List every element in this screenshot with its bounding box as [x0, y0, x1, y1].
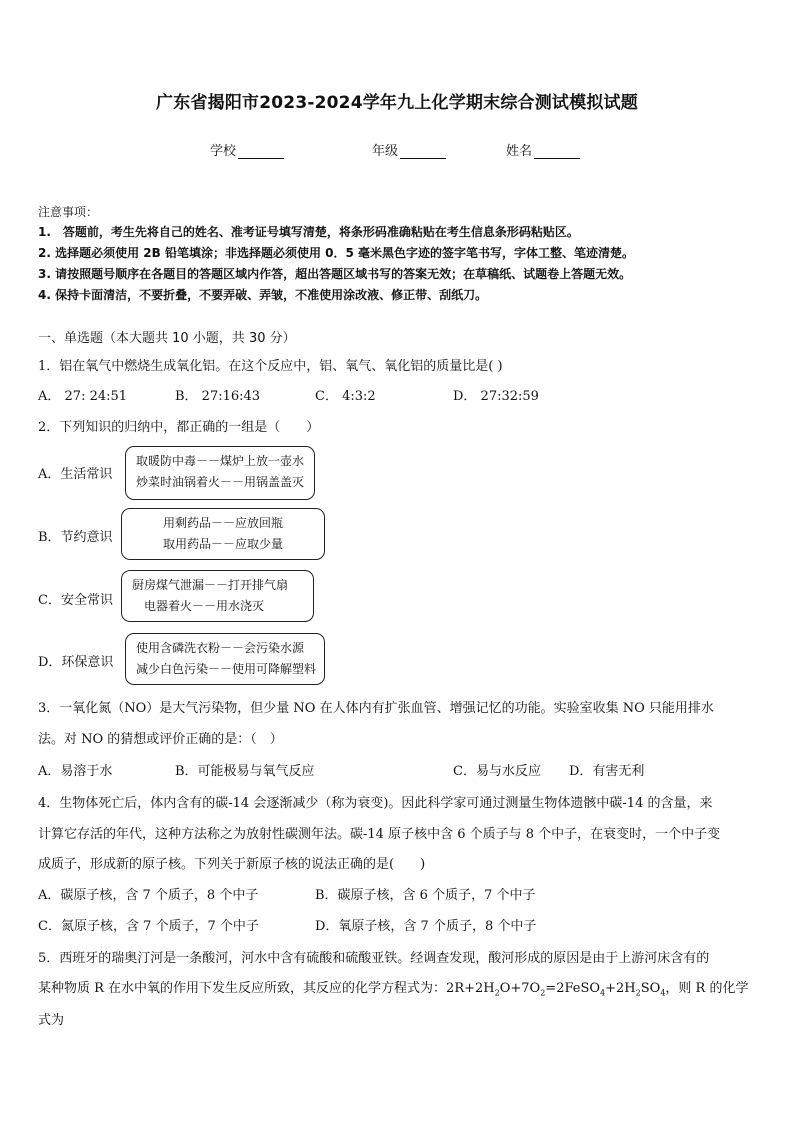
- notice-item: 2. 选择题必须使用 2B 铅笔填涂；非选择题必须使用 0．5 毫米黑色字迹的签字笔书写，字体工整、笔迹清楚。: [38, 246, 634, 260]
- q5-subscript: 2: [540, 988, 546, 998]
- q5-subscript: 4: [600, 988, 606, 998]
- q5-text: ，则 R 的化学: [665, 981, 749, 996]
- question-5-stem-line: 5．西班牙的瑞奥汀河是一条酸河，河水中含有硫酸和硫酸亚铁。经调查发现，酸河形成的原因是由于上游河床含有的: [38, 951, 710, 966]
- q4-option-a: A．碳原子核，含 7 个质子，8 个中子: [38, 888, 259, 903]
- q2-option-c-line: 厨房煤气泄漏－－打开排气扇: [132, 578, 289, 592]
- name-field: [506, 140, 580, 159]
- q2-option-a-line: 炒菜时油锅着火－－用锅盖盖灭: [136, 475, 305, 489]
- q2-option-d-line: 减少白色污染－－使用可降解塑料: [136, 662, 317, 676]
- q2-option-b-line: 取用药品－－应取少量: [162, 537, 283, 551]
- q5-text: =2FeSO: [545, 981, 601, 996]
- q2-option-b-box: [121, 508, 325, 560]
- q1-option-c: C． 4:3:2: [315, 389, 376, 404]
- q5-text: SO: [640, 981, 661, 996]
- question-1-stem: 1．铝在氧气中燃烧生成氧化铝。在这个反应中，铝、氧气、氧化铝的质量比是( ): [38, 359, 503, 374]
- grade-blank: [400, 144, 446, 159]
- q5-text: +2H: [605, 981, 636, 996]
- q4-option-d: D．氧原子核，含 7 个质子，8 个中子: [315, 919, 537, 934]
- question-5-stem-line: 式为: [38, 1013, 65, 1028]
- q3-option-d: D．有害无利: [569, 764, 645, 779]
- name-label: 姓名: [506, 144, 533, 159]
- q2-option-d-box: [125, 633, 325, 685]
- grade-label: 年级: [372, 144, 399, 159]
- school-blank: [238, 144, 284, 159]
- q5-subscript: 2: [494, 988, 500, 998]
- q4-option-c: C．氮原子核，含 7 个质子，7 个中子: [38, 919, 259, 934]
- q3-option-b: B．可能极易与氧气反应: [175, 764, 315, 779]
- q2-option-c-line: 电器着火－－用水浇灭: [144, 599, 265, 613]
- question-4-stem-line: 4．生物体死亡后，体内含有的碳-14 会逐渐减少（称为衰变)。因此科学家可通过测量生物体遗骸中碳-14 的含量，来: [38, 796, 713, 811]
- notice-item: 3. 请按照题号顺序在各题目的答题区域内作答，超出答题区域书写的答案无效；在草稿纸、试题卷上答题无效。: [38, 267, 632, 281]
- page-title: 广东省揭阳市2023-2024学年九上化学期末综合测试模拟试题: [156, 93, 638, 113]
- question-3-stem-line: 3．一氧化氮（NO）是大气污染物，但少量 NO 在人体内有扩张血管、增强记忆的功能。实验室收集 NO 只能用排水: [38, 701, 714, 716]
- q5-text: O+7O: [499, 981, 541, 996]
- q2-option-a-box: [125, 446, 315, 500]
- q2-option-c-box: [121, 570, 314, 622]
- q2-option-b-line: 用剩药品－－应放回瓶: [162, 516, 283, 530]
- school-field: [210, 140, 284, 159]
- q2-option-a-label: A．生活常识: [38, 467, 113, 482]
- q2-option-a-line: 取暖防中毒－－煤炉上放一壶水: [136, 454, 305, 468]
- q2-option-b-label: B．节约意识: [38, 530, 113, 545]
- notice-item: 4. 保持卡面清洁，不要折叠，不要弄破、弄皱，不准使用涂改液、修正带、刮纸刀。: [38, 288, 488, 302]
- q3-option-a: A．易溶于水: [38, 764, 113, 779]
- q5-text: 某种物质 R 在水中氧的作用下发生反应所致，其反应的化学方程式为：2R+2H: [38, 981, 495, 996]
- q1-option-d: D． 27:32:59: [453, 389, 539, 404]
- question-5-stem-line: [38, 977, 748, 998]
- q2-option-c-label: C．安全常识: [38, 593, 113, 608]
- q3-option-c: C．易与水反应: [453, 764, 541, 779]
- q1-option-a: A． 27: 24:51: [38, 389, 128, 404]
- notice-item: 1. 答题前，考生先将自己的姓名、准考证号填写清楚，将条形码准确粘贴在考生信息条形码粘贴区。: [38, 225, 579, 239]
- question-2-stem: 2．下列知识的归纳中，都正确的一组是（ ）: [38, 420, 320, 435]
- q2-option-d-label: D．环保意识: [38, 655, 114, 670]
- name-blank: [534, 144, 580, 159]
- question-4-stem-line: 成质子，形成新的原子核。下列关于新原子核的说法正确的是( ): [38, 857, 426, 872]
- question-4-stem-line: 计算它存活的年代，这种方法称之为放射性碳测年法。碳-14 原子核中含 6 个质子与 8 个中子，在衰变时，一个中子变: [38, 827, 721, 842]
- q4-option-b: B．碳原子核，含 6 个质子，7 个中子: [315, 888, 536, 903]
- notice-heading: 注意事项：: [38, 205, 99, 219]
- q2-option-d-line: 使用含磷洗衣粉－－会污染水源: [136, 641, 305, 655]
- grade-field: [372, 140, 446, 159]
- school-label: 学校: [210, 144, 237, 159]
- q5-subscript: 4: [660, 988, 666, 998]
- section-heading: 一、单选题（本大题共 10 小题，共 30 分）: [38, 331, 296, 346]
- question-3-stem-line: 法。对 NO 的猜想或评价正确的是：（ ）: [38, 732, 283, 747]
- q5-subscript: 2: [635, 988, 641, 998]
- q1-option-b: B． 27:16:43: [175, 389, 261, 404]
